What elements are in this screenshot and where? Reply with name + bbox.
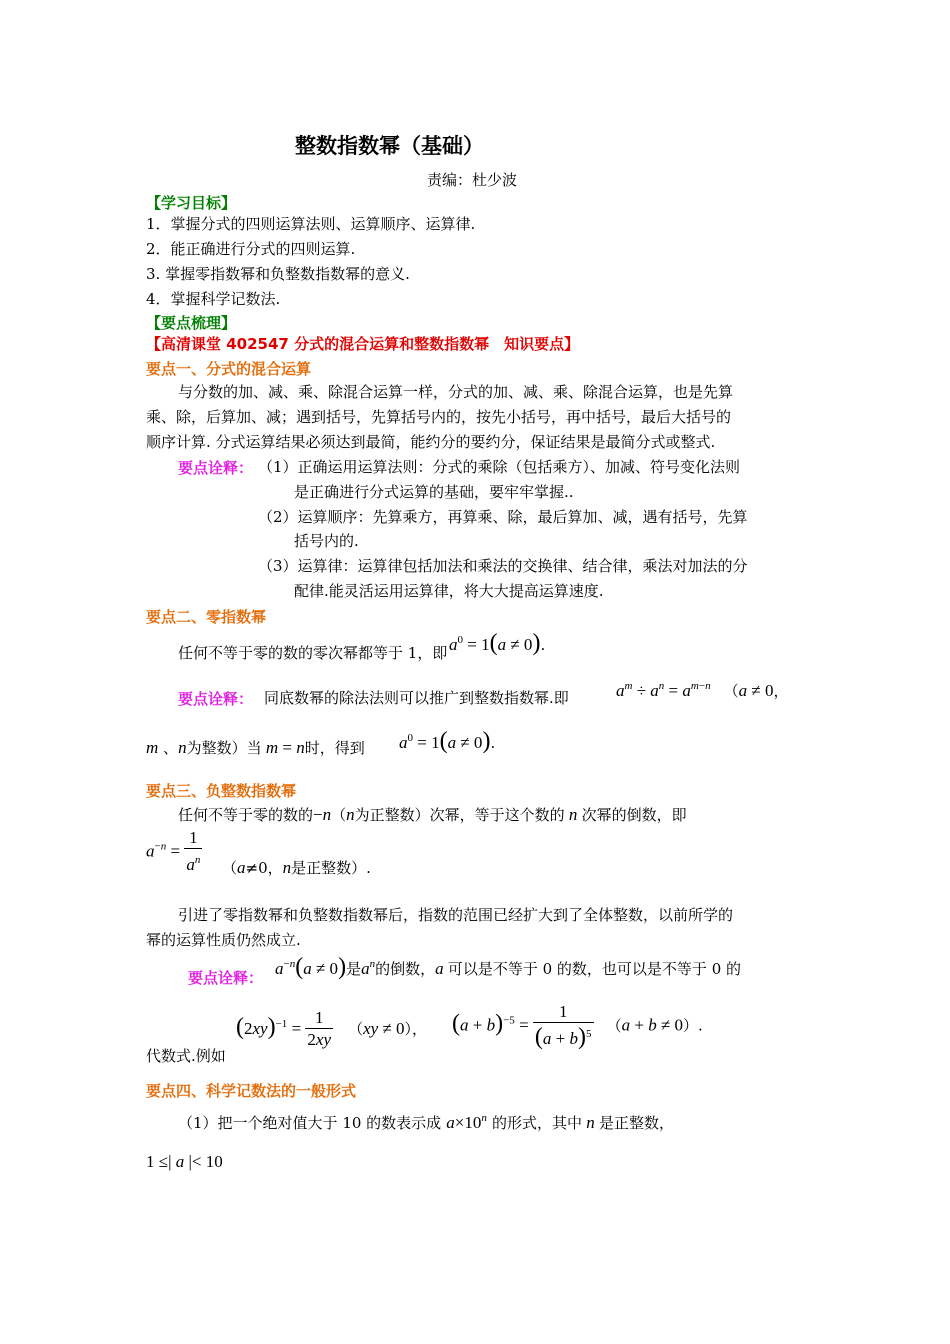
section3-line2: （a≠0，n是正整数）. (222, 858, 371, 877)
section3-line1-a: 任何不等于零的数的 (178, 806, 314, 824)
example-formula-1: $(2xy)^{-1}$ = $\frac{1}{2xy}$ （xy ≠ 0）， (236, 1008, 428, 1049)
section1-para-line: 顺序计算. 分式运算结果必须达到最简，能约分的要约分，保证结果是最简分式或整式. (146, 433, 716, 451)
section2-note-label: 要点诠释： (178, 690, 254, 708)
page-title: 整数指数幂（基础） (295, 134, 484, 158)
section2-heading: 要点二、零指数幂 (146, 608, 267, 626)
section2-line1: 任何不等于零的数的零次幂都等于 1，即 (178, 644, 448, 662)
editor-line: 责编：杜少波 (427, 171, 518, 189)
section1-note-label: 要点诠释： (178, 459, 254, 477)
section3-note-a: 是 (346, 960, 362, 978)
goal-item: 2．能正确进行分式的四则运算. (146, 240, 356, 258)
section3-line1-c: 次幂的倒数，即 (581, 806, 687, 824)
section3-note-b: 的倒数， (375, 960, 436, 978)
section3-note-c: 可以是不等于 0 的数，也可以是不等于 0 的 (447, 960, 742, 978)
negative-exponent-formula: $a^{-n}$ = $\frac{1}{a^n}$ (146, 828, 201, 874)
section3-example-label: 代数式.例如 (146, 1047, 226, 1065)
section1-para-line: 乘、除，后算加、减；遇到括号，先算括号内的，按先小括号，再中括号，最后大括号的 (146, 408, 732, 426)
section2-note-text: 同底数幂的除法法则可以推广到整数指数幂.即 (264, 689, 569, 707)
section2-line3-a: 为整数）当 (186, 739, 262, 757)
sci-notation-range: 1 ≤| a |< 10 (146, 1152, 223, 1171)
example-formula-2: $(a + b)^{-5}$ = $\frac{1}{(a + b)^5}$ （a + b ≠ 0）. (452, 1002, 703, 1050)
zero-exponent-formula-2: $a^0 = 1(a \ne 0)$. (399, 728, 496, 754)
zero-exponent-formula: $a^0 = 1(a \ne 0)$. (449, 630, 546, 656)
section4-line1: （1）把一个绝对值大于 10 的数表示成 $a\times 10^n$ 的形式，其中 n 是正整数， (178, 1112, 674, 1132)
section3-note-line: $a^{-n}(a \ne 0)$是$a^n$的倒数，a 可以是不等于 0 的数，也可以是不等于 0 的 (275, 954, 742, 980)
section3-para-line: 引进了零指数幂和负整数指数幂后，指数的范围已经扩大到了全体整数，以前所学的 (178, 906, 734, 924)
section3-line1: 任何不等于零的数的−n（n为正整数）次幂，等于这个数的 n 次幂的倒数，即 (178, 805, 687, 824)
goal-item: 1．掌握分式的四则运算法则、运算顺序、运算律. (146, 215, 476, 233)
section2-line3: m 、n为整数）当 m = n时，得到 (146, 738, 365, 757)
goals-header: 【学习目标】 (146, 194, 237, 212)
section1-note-line: （1）正确运用运算法则：分式的乘除（包括乘方）、加减、符号变化法则 (258, 458, 741, 476)
section3-para-line: 幂的运算性质仍然成立. (146, 931, 301, 949)
section1-heading: 要点一、分式的混合运算 (146, 360, 312, 378)
division-rule-formula: $a^m \div a^n = a^{m-n}$ （a ≠ 0， (616, 680, 789, 700)
section1-para-line: 与分数的加、减、乘、除混合运算一样，分式的加、减、乘、除混合运算，也是先算 (178, 383, 734, 401)
section1-note-line: 括号内的. (294, 532, 359, 550)
section4-heading: 要点四、科学记数法的一般形式 (146, 1082, 357, 1100)
section3-line2-b: 是正整数）. (291, 859, 371, 877)
section3-line2-a: ≠0， (245, 859, 283, 877)
section4-line1-a: （1）把一个绝对值大于 10 的数表示成 (178, 1114, 442, 1132)
section1-note-line: （3）运算律：运算律包括加法和乘法的交换律、结合律，乘法对加法的分 (258, 557, 748, 575)
section3-heading: 要点三、负整数指数幂 (146, 782, 297, 800)
section1-note-line: （2）运算顺序：先算乘方，再算乘、除，最后算加、减，遇有括号，先算 (258, 508, 748, 526)
section4-line1-b: 的形式，其中 (491, 1114, 582, 1132)
goal-item: 3. 掌握零指数幂和负整数指数幂的意义. (146, 265, 410, 283)
section4-line1-c: 是正整数， (598, 1114, 674, 1132)
course-header: 【高清课堂 402547 分式的混合运算和整数指数幂 知识要点】 (146, 335, 580, 353)
points-header: 【要点梳理】 (146, 314, 237, 332)
section3-note-label: 要点诠释： (188, 969, 264, 987)
section2-line3-b: 时，得到 (304, 739, 365, 757)
section1-note-line: 是正确进行分式运算的基础，要牢牢掌握.. (294, 483, 574, 501)
goal-item: 4．掌握科学记数法. (146, 290, 281, 308)
section1-note-line: 配律.能灵活运用运算律，将大大提高运算速度. (294, 582, 604, 600)
section3-line1-b: 为正整数）次幂，等于这个数的 (354, 806, 565, 824)
